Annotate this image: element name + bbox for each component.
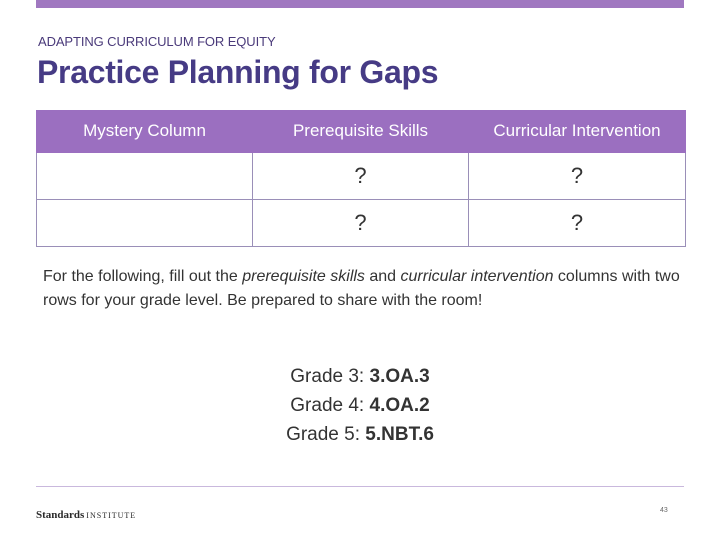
footer-divider: [36, 486, 684, 487]
grade-label: Grade 4:: [290, 395, 370, 416]
instructions-part: For the following, fill out the: [43, 268, 243, 285]
header-mystery-column: Mystery Column: [37, 111, 253, 153]
table-row: [37, 200, 686, 247]
table-row: [37, 153, 686, 200]
page-title: Practice Planning for Gaps: [37, 54, 439, 90]
header-curricular-intervention: Curricular Intervention: [469, 111, 686, 153]
instructions-text: [43, 265, 683, 313]
grade-label: Grade 5:: [286, 424, 366, 445]
table-cell: ?: [469, 200, 686, 247]
grade-standards-list: [0, 362, 720, 449]
instructions-emphasis: curricular intervention: [400, 268, 554, 285]
table-cell: ?: [253, 153, 469, 200]
planning-table: [36, 110, 686, 247]
instructions-part: and: [364, 268, 401, 285]
table-cell: [37, 153, 253, 200]
top-accent-bar: [36, 0, 684, 8]
instructions-emphasis: prerequisite skills: [242, 268, 365, 285]
grade-4-standard: [0, 391, 720, 420]
table-cell: ?: [253, 200, 469, 247]
standard-code: 4.OA.2: [369, 395, 430, 416]
page-number: 43: [660, 507, 668, 514]
table-cell: ?: [469, 153, 686, 200]
grade-label: Grade 3:: [290, 366, 370, 387]
table-cell: [37, 200, 253, 247]
table-header-row: [37, 111, 686, 153]
grade-3-standard: [0, 362, 720, 391]
grade-5-standard: [0, 420, 720, 449]
instructions-part: columns with two rows for your grade level. Be prepared to share with the room!: [43, 268, 680, 309]
logo-sub: INSTITUTE: [86, 511, 137, 520]
standard-code: 5.NBT.6: [365, 424, 434, 445]
standards-institute-logo: [36, 505, 136, 523]
standard-code: 3.OA.3: [369, 366, 430, 387]
section-eyebrow: ADAPTING CURRICULUM FOR EQUITY: [38, 34, 276, 49]
logo-brand: Standards: [36, 509, 85, 521]
header-prerequisite-skills: Prerequisite Skills: [253, 111, 469, 153]
